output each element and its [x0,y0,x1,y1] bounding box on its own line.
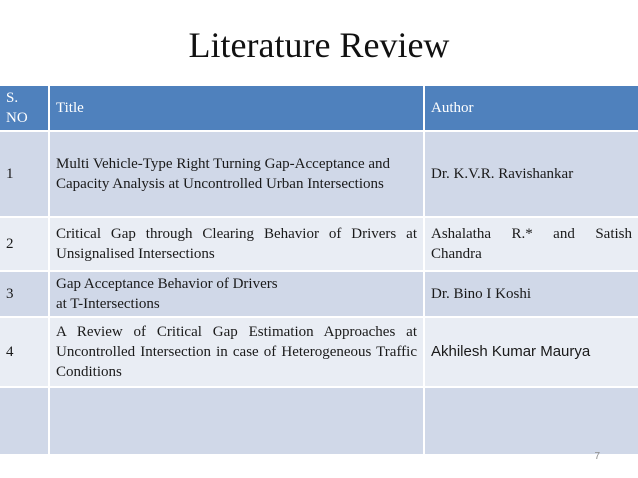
cell-author: Dr. K.V.R. Ravishankar [425,132,638,218]
cell-sno: 1 [0,132,50,218]
literature-table [0,86,638,456]
cell-author [425,388,638,456]
header-title: Title [50,86,425,132]
cell-title [50,388,425,456]
cell-sno: 3 [0,272,50,318]
cell-sno: 2 [0,218,50,272]
cell-title [50,272,425,318]
cell-author: Ashalatha R.* and Satish Chandra [425,218,638,272]
cell-title: Critical Gap through Clearing Behavior of Drivers at Unsignalised Intersections [50,218,425,272]
table-row [0,318,638,388]
header-sno [0,86,50,132]
table-row [0,388,638,456]
slide-title: Literature Review [188,25,450,65]
table-row [0,218,638,272]
table-row [0,272,638,318]
cell-title: Multi Vehicle-Type Right Turning Gap-Acceptance and Capacity Analysis at Uncontrolled Urban Intersections [50,132,425,218]
header-author: Author [425,86,638,132]
page-number: 7 [594,451,600,462]
cell-author: Dr. Bino I Koshi [425,272,638,318]
table-row [0,132,638,218]
header-sno-label: S. NO [6,90,28,126]
cell-title-text: Gap Acceptance Behavior of Drivers at T-Intersections [56,276,278,312]
table-header-row [0,86,638,132]
cell-title: A Review of Critical Gap Estimation Approaches at Uncontrolled Intersection in case of Heterogeneous Traffic Conditions [50,318,425,388]
cell-sno: 4 [0,318,50,388]
cell-sno [0,388,50,456]
cell-author: Akhilesh Kumar Maurya [425,318,638,388]
